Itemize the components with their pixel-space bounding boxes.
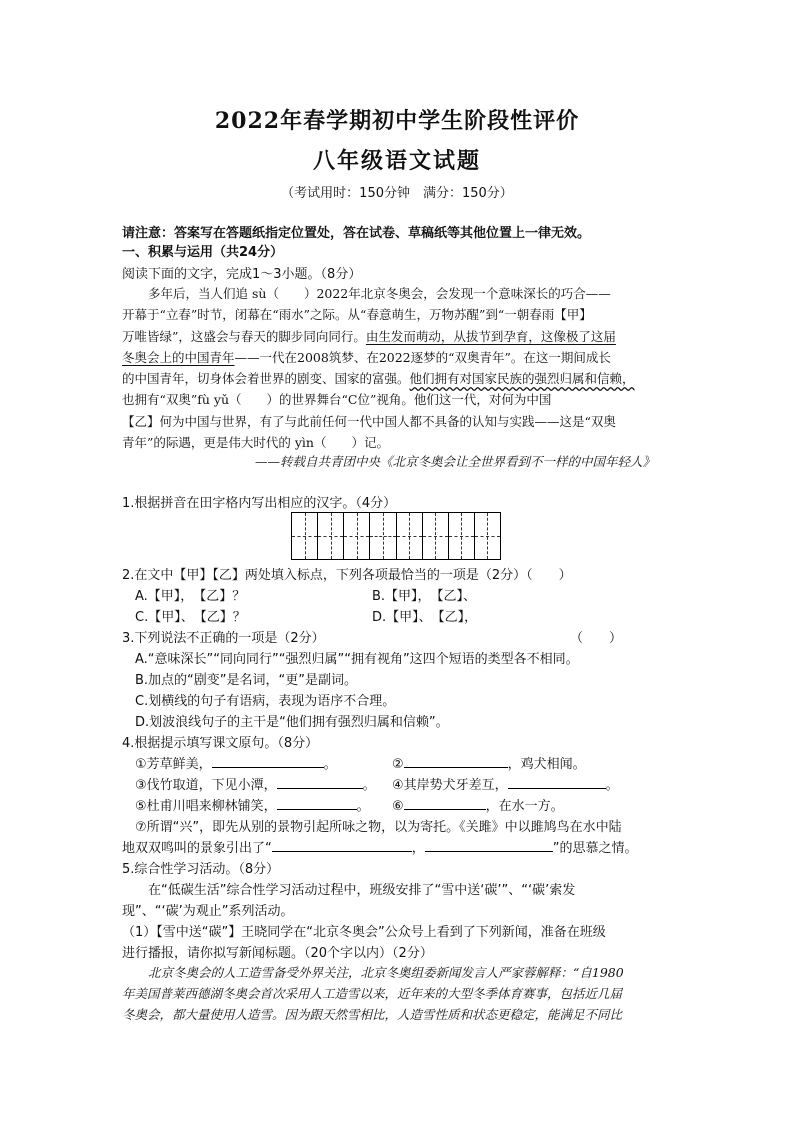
passage-line: [122, 326, 677, 347]
recite-item: ①芳草鲜美， 。: [135, 753, 337, 772]
passage-source: ——转载自共青团中央《北京冬奥会让全世界看到不一样的中国年轻人》: [255, 454, 656, 469]
exam-title: 2022年春学期初中学生阶段性评价: [214, 108, 580, 134]
grid-cell[interactable]: [318, 513, 344, 559]
q5-intro: 在“低碳生活”综合性学习活动过程中，班级安排了“雪中送‘碳’”、“‘碳’索发: [148, 883, 576, 898]
option-a: A.“意味深长”“同向同行”“强烈归属”“拥有视角”这四个短语的类型各不相同。: [135, 652, 579, 667]
recite-item: ⑥ ，在水一方。: [392, 795, 564, 814]
answer-blank[interactable]: [277, 795, 357, 810]
news-line: 冬奥会，都大量使用人造雪。因为跟天然雪相比，人造雪性质和状态更稳定，能满足不同比: [122, 1007, 623, 1022]
recite-item: ④其岸势犬牙差互， 。: [392, 774, 619, 793]
news-line: 北京冬奥会的人工造雪备受外界关注，北京冬奥组委新闻发言人严家蓉解释：“自1980: [148, 965, 624, 980]
grid-cell[interactable]: [449, 513, 475, 559]
option-c: C.划横线的句子有语病，表现为语序不合理。: [135, 694, 396, 709]
answer-paren: （ ）: [570, 631, 623, 646]
reading-passage: [122, 283, 677, 453]
grid-cell[interactable]: [423, 513, 449, 559]
q5-sub1: （1）【雪中送“碳”】王晓同学在“北京冬奥会”公众号上看到了下列新闻，准备在班级: [122, 925, 606, 940]
option-c: C.【甲】、 【乙】？: [135, 610, 246, 625]
notice: 请注意：答案写在答题纸指定位置处，答在试卷、草稿纸等其他位置上一律无效。: [122, 226, 591, 241]
q5-sub1: 进行播报，请你拟写新闻标题。（20个字以内）（2分）: [122, 946, 433, 961]
answer-blank[interactable]: [404, 753, 508, 768]
reading-intro: 阅读下面的文字，完成1～3小题。（8分）: [122, 267, 362, 282]
question-4: 4.根据提示填写课文原句。（8分）: [122, 736, 319, 751]
answer-blank[interactable]: [425, 837, 553, 852]
news-passage: [122, 962, 682, 1025]
question-5: 5.综合性学习活动。（8分）: [122, 862, 280, 877]
answer-blank[interactable]: [404, 795, 486, 810]
passage-text: 的中国青年，切身体会着世界的剧变、国家的富强。: [122, 371, 410, 387]
passage-line: 多年后，当人们追 sù（ ）2022年北京冬奥会，会发现一个意味深长的巧合——: [148, 286, 611, 301]
passage-line: 【乙】何为中国与世界，有了与此前任何一代中国人都不具备的认知与实践——这是“双奥: [122, 413, 616, 429]
passage-line: 青年”的际遇，更是伟大时代的 yìn（ ）记。: [122, 435, 389, 451]
passage-text: ——一代在2008筑梦、在2022逐梦的“双奥青年”。在这一期间成长: [234, 349, 611, 365]
option-d: D.划波浪线句子的主干是“他们拥有强烈归属和信赖”。: [135, 715, 449, 730]
grid-cell[interactable]: [397, 513, 423, 559]
grid-cell[interactable]: [292, 513, 318, 559]
recite-item: ⑦所谓“兴”，即先从别的景物引起所咏之物，以为寄托。《关雎》中以雎鸠鸟在水中陆: [135, 820, 622, 835]
option-a: A.【甲】， 【乙】？: [135, 589, 246, 604]
passage-line: 也拥有“双奥”fù yǔ（ ）的世界舞台“C位”视角。他们这一代，对何为中国: [122, 392, 552, 408]
news-line: 年美国普莱西德湖冬奥会首次采用人工造雪以来，近年来的大型冬季体育赛事，包括近几届: [122, 986, 623, 1001]
q5-intro: 现”、“‘碳’为观止”系列活动。: [122, 904, 294, 919]
exam-info: （考试用时：150分钟 满分：150分）: [281, 186, 513, 201]
recite-item: 地双双鸣叫的景象引出了“ ， ”的思慕之情。: [122, 837, 638, 856]
passage-text: 万唯皆绿”，这盛会与春天的脚步同向同行。: [122, 328, 366, 344]
grid-cell[interactable]: [475, 513, 500, 559]
question-3: 3.下列说法不正确的一项是（2分）: [122, 631, 325, 646]
answer-blank[interactable]: [272, 837, 412, 852]
grid-cell[interactable]: [370, 513, 396, 559]
passage-line: [122, 368, 677, 389]
answer-blank[interactable]: [508, 774, 606, 789]
underlined-sentence: 冬奥会上的中国青年: [122, 349, 235, 365]
wavy-underlined-sentence: 他们拥有对国家民族的强烈归属和信赖，: [409, 371, 635, 387]
option-d: D.【甲】、 【乙】，: [372, 610, 478, 625]
grid-cell[interactable]: [344, 513, 370, 559]
question-2: 2.在文中【甲】【乙】两处填入标点，下列各项最恰当的一项是（2分）（ ）: [122, 568, 572, 583]
recite-item: ③伐竹取道，下见小潭， 。: [135, 774, 376, 793]
exam-subtitle: 八年级语文试题: [312, 148, 481, 174]
passage-line: [122, 347, 677, 368]
passage-line: 开幕于“立春”时节，闭幕在“雨水”之际。从“春意萌生，万物苏醒”到“一朝春雨【甲】: [122, 307, 592, 323]
option-b: B.加点的“剧变”是名词，“更”是副词。: [135, 673, 357, 688]
section-title: 一、积累与运用（共24分）: [122, 245, 284, 260]
question-1: 1.根据拼音在田字格内写出相应的汉字。（4分）: [122, 496, 397, 511]
recite-item: ② ，鸡犬相闻。: [392, 753, 586, 772]
underlined-sentence: 由生发而萌动，从拔节到孕育，这像极了这届: [365, 328, 616, 344]
option-b: B.【甲】， 【乙】、: [372, 589, 477, 604]
answer-blank[interactable]: [277, 774, 363, 789]
tianzige-grid[interactable]: [291, 512, 501, 560]
answer-blank[interactable]: [212, 753, 324, 768]
recite-item: ⑤杜甫川唱来柳林铺笑， 。: [135, 795, 370, 814]
